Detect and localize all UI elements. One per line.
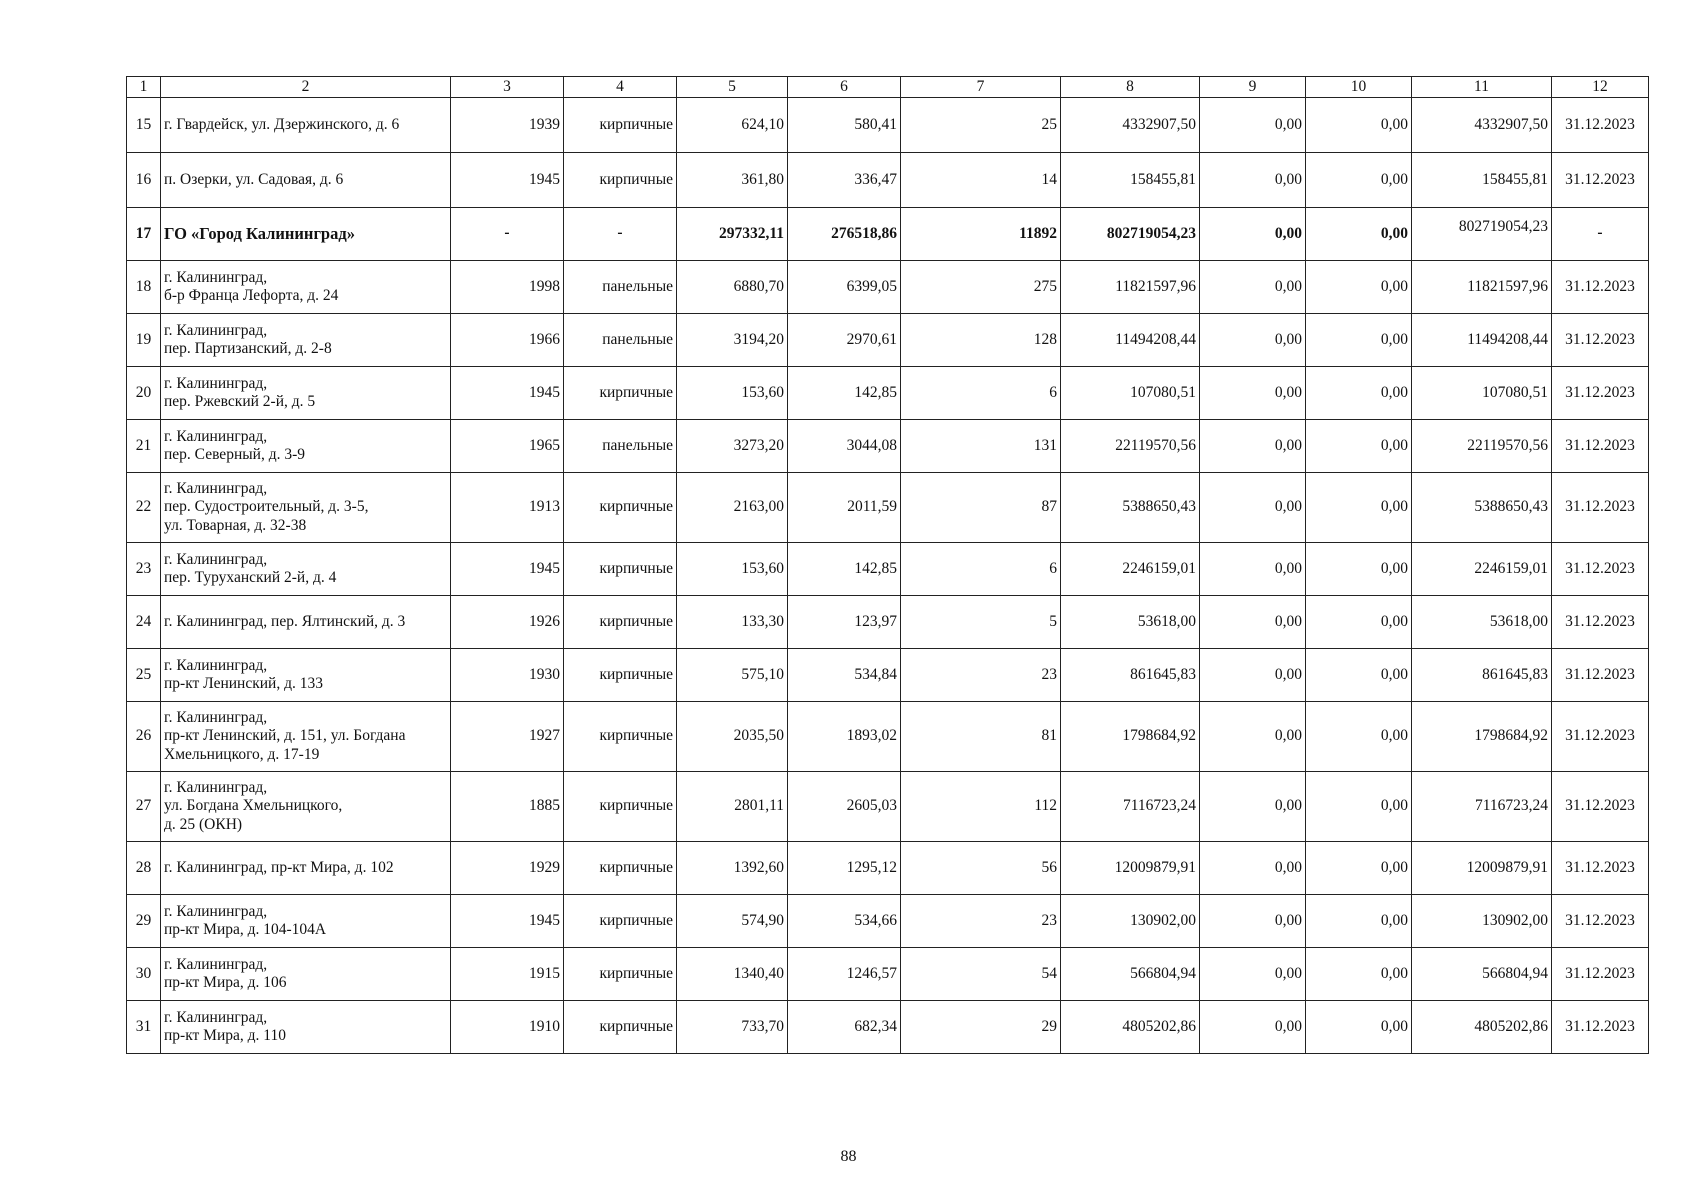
living-area-cell: 142,85 (788, 543, 901, 596)
row-number: 25 (127, 649, 161, 702)
table-row (127, 543, 1649, 596)
deadline-cell: 31.12.2023 (1552, 895, 1649, 948)
deadline-cell: 31.12.2023 (1552, 261, 1649, 314)
column-11-cell: 107080,51 (1412, 367, 1552, 420)
living-area-cell: 6399,05 (788, 261, 901, 314)
address-cell: г. Калининград, пр-кт Ленинский, д. 133 (161, 649, 451, 702)
living-area-cell: 534,66 (788, 895, 901, 948)
column-10-cell: 0,00 (1306, 98, 1412, 153)
column-9-cell: 0,00 (1200, 261, 1306, 314)
table-row (127, 1001, 1649, 1054)
year-cell: 1945 (451, 367, 564, 420)
total-cost-cell: 158455,81 (1061, 153, 1200, 208)
row-number: 15 (127, 98, 161, 153)
wall-material-cell: кирпичные (564, 702, 677, 772)
total-area-cell: 6880,70 (677, 261, 788, 314)
row-number: 21 (127, 420, 161, 473)
column-header-2: 2 (161, 77, 451, 98)
wall-material-cell: кирпичные (564, 649, 677, 702)
residents-cell: 23 (901, 649, 1061, 702)
table-row (127, 98, 1649, 153)
row-number: 20 (127, 367, 161, 420)
housing-registry-table (126, 76, 1649, 1054)
total-cost-cell: 107080,51 (1061, 367, 1200, 420)
column-9-cell: 0,00 (1200, 420, 1306, 473)
row-number: 16 (127, 153, 161, 208)
column-11-cell: 802719054,23 (1412, 208, 1552, 261)
year-cell: 1939 (451, 98, 564, 153)
deadline-cell: 31.12.2023 (1552, 1001, 1649, 1054)
column-header-4: 4 (564, 77, 677, 98)
living-area-cell: 276518,86 (788, 208, 901, 261)
table-row (127, 772, 1649, 842)
table-row (127, 948, 1649, 1001)
living-area-cell: 2011,59 (788, 473, 901, 543)
column-header-9: 9 (1200, 77, 1306, 98)
column-11-cell: 1798684,92 (1412, 702, 1552, 772)
year-cell: - (451, 208, 564, 261)
total-area-cell: 133,30 (677, 596, 788, 649)
total-cost-cell: 5388650,43 (1061, 473, 1200, 543)
total-cost-cell: 1798684,92 (1061, 702, 1200, 772)
total-cost-cell: 7116723,24 (1061, 772, 1200, 842)
residents-cell: 81 (901, 702, 1061, 772)
column-11-cell: 7116723,24 (1412, 772, 1552, 842)
address-cell: г. Калининград, пр-кт Мира, д. 110 (161, 1001, 451, 1054)
column-header-8: 8 (1061, 77, 1200, 98)
address-cell: г. Гвардейск, ул. Дзержинского, д. 6 (161, 98, 451, 153)
total-area-cell: 1392,60 (677, 842, 788, 895)
wall-material-cell: панельные (564, 261, 677, 314)
column-10-cell: 0,00 (1306, 543, 1412, 596)
row-number: 24 (127, 596, 161, 649)
wall-material-cell: кирпичные (564, 153, 677, 208)
total-area-cell: 3194,20 (677, 314, 788, 367)
column-9-cell: 0,00 (1200, 153, 1306, 208)
column-10-cell: 0,00 (1306, 702, 1412, 772)
deadline-cell: 31.12.2023 (1552, 473, 1649, 543)
total-area-cell: 153,60 (677, 543, 788, 596)
column-10-cell: 0,00 (1306, 153, 1412, 208)
column-11-cell: 5388650,43 (1412, 473, 1552, 543)
deadline-cell: 31.12.2023 (1552, 702, 1649, 772)
year-cell: 1966 (451, 314, 564, 367)
column-header-3: 3 (451, 77, 564, 98)
year-cell: 1998 (451, 261, 564, 314)
living-area-cell: 580,41 (788, 98, 901, 153)
table-row (127, 261, 1649, 314)
total-area-cell: 575,10 (677, 649, 788, 702)
deadline-cell: 31.12.2023 (1552, 98, 1649, 153)
column-10-cell: 0,00 (1306, 1001, 1412, 1054)
column-11-cell: 158455,81 (1412, 153, 1552, 208)
total-area-cell: 3273,20 (677, 420, 788, 473)
row-number: 31 (127, 1001, 161, 1054)
table-row (127, 596, 1649, 649)
column-header-12: 12 (1552, 77, 1649, 98)
deadline-cell: - (1552, 208, 1649, 261)
column-header-7: 7 (901, 77, 1061, 98)
address-cell: ГО «Город Калининград» (161, 208, 451, 261)
table-row (127, 649, 1649, 702)
total-cost-cell: 130902,00 (1061, 895, 1200, 948)
row-number: 28 (127, 842, 161, 895)
column-9-cell: 0,00 (1200, 543, 1306, 596)
table-row (127, 420, 1649, 473)
address-cell: п. Озерки, ул. Садовая, д. 6 (161, 153, 451, 208)
row-number: 22 (127, 473, 161, 543)
year-cell: 1929 (451, 842, 564, 895)
row-number: 26 (127, 702, 161, 772)
residents-cell: 14 (901, 153, 1061, 208)
row-number: 23 (127, 543, 161, 596)
living-area-cell: 1246,57 (788, 948, 901, 1001)
year-cell: 1910 (451, 1001, 564, 1054)
table-header (127, 77, 1649, 98)
residents-cell: 131 (901, 420, 1061, 473)
total-cost-cell: 802719054,23 (1061, 208, 1200, 261)
row-number: 27 (127, 772, 161, 842)
total-area-cell: 733,70 (677, 1001, 788, 1054)
year-cell: 1913 (451, 473, 564, 543)
address-cell: г. Калининград, пер. Партизанский, д. 2-8 (161, 314, 451, 367)
residents-cell: 5 (901, 596, 1061, 649)
total-cost-cell: 11821597,96 (1061, 261, 1200, 314)
wall-material-cell: кирпичные (564, 543, 677, 596)
address-cell: г. Калининград, пр-кт Мира, д. 106 (161, 948, 451, 1001)
row-number: 19 (127, 314, 161, 367)
total-cost-cell: 2246159,01 (1061, 543, 1200, 596)
column-10-cell: 0,00 (1306, 367, 1412, 420)
year-cell: 1885 (451, 772, 564, 842)
residents-cell: 128 (901, 314, 1061, 367)
column-10-cell: 0,00 (1306, 314, 1412, 367)
year-cell: 1927 (451, 702, 564, 772)
residents-cell: 11892 (901, 208, 1061, 261)
column-9-cell: 0,00 (1200, 314, 1306, 367)
column-header-5: 5 (677, 77, 788, 98)
residents-cell: 23 (901, 895, 1061, 948)
column-9-cell: 0,00 (1200, 1001, 1306, 1054)
column-11-cell: 130902,00 (1412, 895, 1552, 948)
total-cost-cell: 861645,83 (1061, 649, 1200, 702)
column-9-cell: 0,00 (1200, 948, 1306, 1001)
total-cost-cell: 11494208,44 (1061, 314, 1200, 367)
deadline-cell: 31.12.2023 (1552, 772, 1649, 842)
deadline-cell: 31.12.2023 (1552, 948, 1649, 1001)
address-cell: г. Калининград, пер. Северный, д. 3-9 (161, 420, 451, 473)
column-10-cell: 0,00 (1306, 420, 1412, 473)
deadline-cell: 31.12.2023 (1552, 649, 1649, 702)
column-11-cell: 12009879,91 (1412, 842, 1552, 895)
column-10-cell: 0,00 (1306, 842, 1412, 895)
page-number: 88 (840, 1148, 857, 1165)
wall-material-cell: кирпичные (564, 772, 677, 842)
wall-material-cell: кирпичные (564, 473, 677, 543)
column-11-cell: 22119570,56 (1412, 420, 1552, 473)
table-row (127, 842, 1649, 895)
total-area-cell: 574,90 (677, 895, 788, 948)
year-cell: 1945 (451, 153, 564, 208)
row-number: 29 (127, 895, 161, 948)
year-cell: 1926 (451, 596, 564, 649)
column-11-cell: 2246159,01 (1412, 543, 1552, 596)
wall-material-cell: кирпичные (564, 1001, 677, 1054)
residents-cell: 112 (901, 772, 1061, 842)
address-cell: г. Калининград, пер. Ржевский 2-й, д. 5 (161, 367, 451, 420)
year-cell: 1945 (451, 895, 564, 948)
total-area-cell: 153,60 (677, 367, 788, 420)
column-header-10: 10 (1306, 77, 1412, 98)
deadline-cell: 31.12.2023 (1552, 596, 1649, 649)
address-cell: г. Калининград, пер. Судостроительный, д. 3-5, ул. Товарная, д. 32-38 (161, 473, 451, 543)
living-area-cell: 2970,61 (788, 314, 901, 367)
wall-material-cell: панельные (564, 314, 677, 367)
living-area-cell: 1295,12 (788, 842, 901, 895)
column-10-cell: 0,00 (1306, 596, 1412, 649)
address-cell: г. Калининград, ул. Богдана Хмельницкого, д. 25 (ОКН) (161, 772, 451, 842)
total-cost-cell: 4332907,50 (1061, 98, 1200, 153)
wall-material-cell: кирпичные (564, 842, 677, 895)
deadline-cell: 31.12.2023 (1552, 153, 1649, 208)
living-area-cell: 142,85 (788, 367, 901, 420)
living-area-cell: 2605,03 (788, 772, 901, 842)
year-cell: 1965 (451, 420, 564, 473)
wall-material-cell: кирпичные (564, 98, 677, 153)
total-area-cell: 1340,40 (677, 948, 788, 1001)
deadline-cell: 31.12.2023 (1552, 314, 1649, 367)
residents-cell: 29 (901, 1001, 1061, 1054)
living-area-cell: 682,34 (788, 1001, 901, 1054)
column-header-6: 6 (788, 77, 901, 98)
wall-material-cell: кирпичные (564, 948, 677, 1001)
wall-material-cell: панельные (564, 420, 677, 473)
wall-material-cell: кирпичные (564, 895, 677, 948)
total-cost-cell: 12009879,91 (1061, 842, 1200, 895)
address-cell: г. Калининград, пр-кт Мира, д. 102 (161, 842, 451, 895)
deadline-cell: 31.12.2023 (1552, 367, 1649, 420)
column-11-cell: 4332907,50 (1412, 98, 1552, 153)
column-11-cell: 11494208,44 (1412, 314, 1552, 367)
column-9-cell: 0,00 (1200, 702, 1306, 772)
table-row (127, 314, 1649, 367)
total-area-cell: 361,80 (677, 153, 788, 208)
column-header-1: 1 (127, 77, 161, 98)
residents-cell: 56 (901, 842, 1061, 895)
table-row (127, 895, 1649, 948)
column-10-cell: 0,00 (1306, 895, 1412, 948)
row-number: 30 (127, 948, 161, 1001)
total-area-cell: 297332,11 (677, 208, 788, 261)
column-9-cell: 0,00 (1200, 473, 1306, 543)
column-11-cell: 566804,94 (1412, 948, 1552, 1001)
address-cell: г. Калининград, пр-кт Ленинский, д. 151, ул. Богдана Хмельницкого, д. 17-19 (161, 702, 451, 772)
column-10-cell: 0,00 (1306, 948, 1412, 1001)
column-number-row (127, 77, 1649, 98)
table-row (127, 702, 1649, 772)
living-area-cell: 1893,02 (788, 702, 901, 772)
residents-cell: 54 (901, 948, 1061, 1001)
column-9-cell: 0,00 (1200, 649, 1306, 702)
year-cell: 1915 (451, 948, 564, 1001)
total-cost-cell: 22119570,56 (1061, 420, 1200, 473)
residents-cell: 25 (901, 98, 1061, 153)
table-body (127, 98, 1649, 1054)
column-9-cell: 0,00 (1200, 98, 1306, 153)
column-9-cell: 0,00 (1200, 596, 1306, 649)
living-area-cell: 3044,08 (788, 420, 901, 473)
residents-cell: 6 (901, 367, 1061, 420)
deadline-cell: 31.12.2023 (1552, 420, 1649, 473)
living-area-cell: 336,47 (788, 153, 901, 208)
column-9-cell: 0,00 (1200, 772, 1306, 842)
column-9-cell: 0,00 (1200, 367, 1306, 420)
total-cost-cell: 4805202,86 (1061, 1001, 1200, 1054)
residents-cell: 87 (901, 473, 1061, 543)
address-cell: г. Калининград, пер. Ялтинский, д. 3 (161, 596, 451, 649)
column-10-cell: 0,00 (1306, 473, 1412, 543)
deadline-cell: 31.12.2023 (1552, 543, 1649, 596)
column-11-cell: 11821597,96 (1412, 261, 1552, 314)
total-area-cell: 624,10 (677, 98, 788, 153)
living-area-cell: 534,84 (788, 649, 901, 702)
column-11-cell: 4805202,86 (1412, 1001, 1552, 1054)
deadline-cell: 31.12.2023 (1552, 842, 1649, 895)
column-9-cell: 0,00 (1200, 208, 1306, 261)
table-row (127, 473, 1649, 543)
column-11-cell: 53618,00 (1412, 596, 1552, 649)
column-header-11: 11 (1412, 77, 1552, 98)
column-10-cell: 0,00 (1306, 649, 1412, 702)
residents-cell: 6 (901, 543, 1061, 596)
total-area-cell: 2035,50 (677, 702, 788, 772)
row-number: 18 (127, 261, 161, 314)
year-cell: 1945 (451, 543, 564, 596)
address-cell: г. Калининград, пр-кт Мира, д. 104-104А (161, 895, 451, 948)
total-area-cell: 2801,11 (677, 772, 788, 842)
total-cost-cell: 53618,00 (1061, 596, 1200, 649)
living-area-cell: 123,97 (788, 596, 901, 649)
address-cell: г. Калининград, пер. Туруханский 2-й, д. 4 (161, 543, 451, 596)
column-9-cell: 0,00 (1200, 842, 1306, 895)
table-row (127, 153, 1649, 208)
wall-material-cell: кирпичные (564, 596, 677, 649)
year-cell: 1930 (451, 649, 564, 702)
column-9-cell: 0,00 (1200, 895, 1306, 948)
column-10-cell: 0,00 (1306, 772, 1412, 842)
address-cell: г. Калининград, б-р Франца Лефорта, д. 24 (161, 261, 451, 314)
table-row (127, 367, 1649, 420)
wall-material-cell: - (564, 208, 677, 261)
column-10-cell: 0,00 (1306, 208, 1412, 261)
table-row (127, 208, 1649, 261)
column-11-cell: 861645,83 (1412, 649, 1552, 702)
wall-material-cell: кирпичные (564, 367, 677, 420)
column-10-cell: 0,00 (1306, 261, 1412, 314)
total-cost-cell: 566804,94 (1061, 948, 1200, 1001)
residents-cell: 275 (901, 261, 1061, 314)
row-number: 17 (127, 208, 161, 261)
total-area-cell: 2163,00 (677, 473, 788, 543)
